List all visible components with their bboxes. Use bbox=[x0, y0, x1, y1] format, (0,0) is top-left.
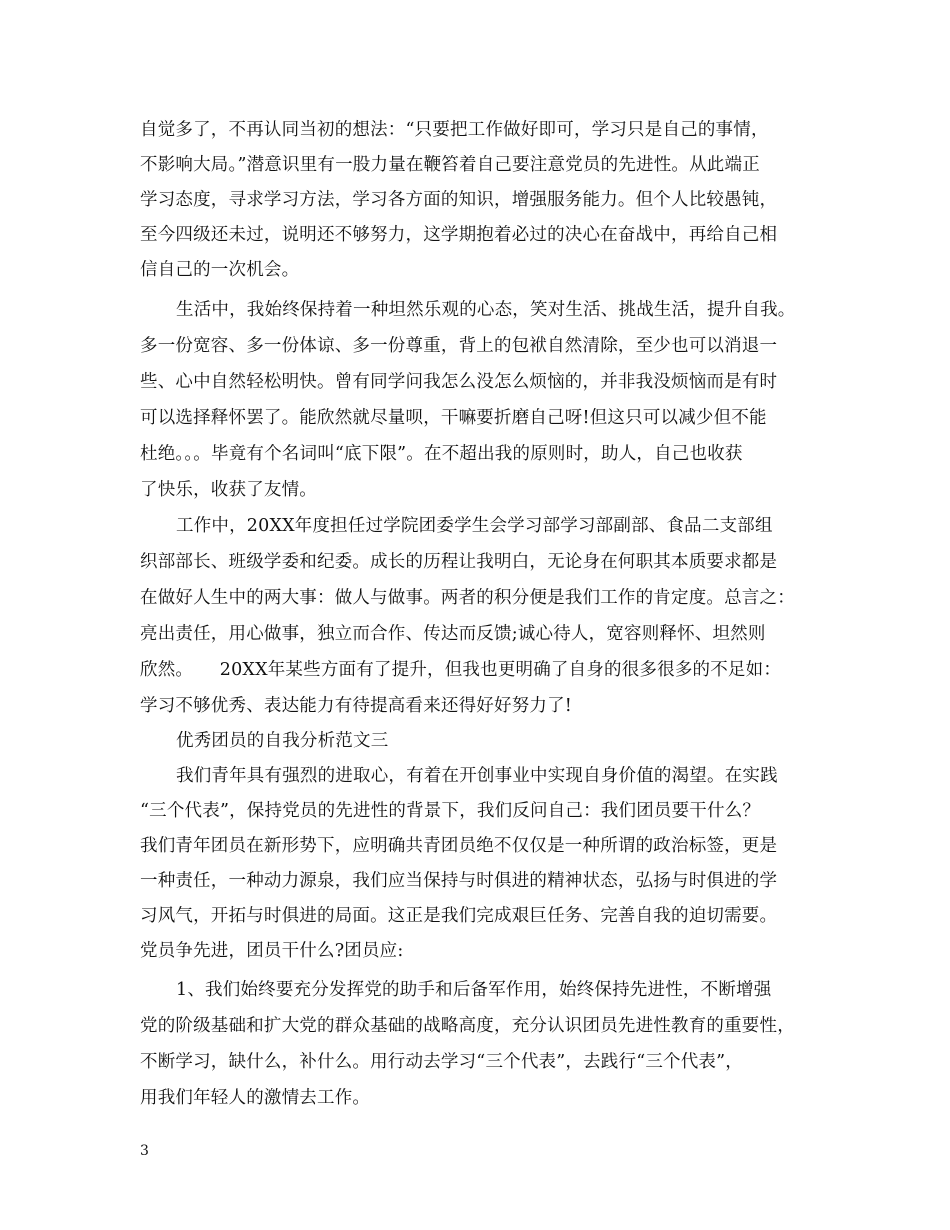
text-line: 织部部长、班级学委和纪委。成长的历程让我明白，无论身在何职其本质要求都是 bbox=[140, 552, 778, 572]
text-line: 信自己的一次机会。 bbox=[140, 260, 300, 280]
paragraph-start-line: 生活中，我始终保持着一种坦然乐观的心态，笑对生活、挑战生活，提升自我。 bbox=[176, 300, 796, 320]
section-heading: 优秀团员的自我分析范文三 bbox=[176, 731, 389, 751]
text-line: 自觉多了，不再认同当初的想法：“只要把工作做好即可，学习只是自己的事情， bbox=[140, 120, 769, 140]
paragraph-start-line: 1、我们始终要充分发挥党的助手和后备军作用，始终保持先进性，不断增强 bbox=[176, 980, 772, 1000]
text-line: 多一份宽容、多一份体谅、多一份尊重，背上的包袱自然清除，至少也可以消退一 bbox=[140, 336, 778, 356]
text-line: 欣然。 20XX年某些方面有了提升，但我也更明确了自身的很多很多的不足如： bbox=[140, 660, 782, 680]
text-line: 学习不够优秀、表达能力有待提高看来还得好好努力了! bbox=[140, 696, 573, 716]
text-line: 用我们年轻人的激情去工作。 bbox=[140, 1088, 371, 1108]
text-line: 杜绝。。。毕竟有个名词叫“底下限”。在不超出我的原则时，助人，自己也收获 bbox=[140, 444, 743, 464]
text-line: 党的阶级基础和扩大党的群众基础的战略高度，充分认识团员先进性教育的重要性， bbox=[140, 1016, 795, 1036]
text-line: 不影响大局。”潜意识里有一股力量在鞭笞着自己要注意党员的先进性。从此端正 bbox=[140, 155, 760, 175]
text-line: 党员争先进，团员干什么?团员应: bbox=[140, 941, 404, 961]
text-line: 至今四级还未过，说明还不够努力，这学期抱着必过的决心在奋战中，再给自己相 bbox=[140, 225, 778, 245]
text-line: 可以选择释怀罢了。能欣然就尽量呗，干嘛要折磨自己呀!但这只可以减少但不能 bbox=[140, 408, 767, 428]
paragraph-start-line: 工作中，20XX年度担任过学院团委学生会学习部学习部副部、食品二支部组 bbox=[176, 516, 773, 536]
paragraph-start-line: 我们青年具有强烈的进取心，有着在开创事业中实现自身价值的渴望。在实践 bbox=[176, 766, 778, 786]
text-line: 了快乐，收获了友情。 bbox=[140, 480, 317, 500]
text-line: 我们青年团员在新形势下，应明确共青团员绝不仅仅是一种所谓的政治标签，更是 bbox=[140, 836, 778, 856]
text-line: 在做好人生中的两大事：做人与做事。两者的积分便是我们工作的肯定度。总言之： bbox=[140, 588, 795, 608]
text-line: 习风气，开拓与时俱进的局面。这正是我们完成艰巨任务、完善自我的迫切需要。 bbox=[140, 906, 778, 926]
text-line: 学习态度，寻求学习方法，学习各方面的知识，增强服务能力。但个人比较愚钝， bbox=[140, 190, 778, 210]
text-line: 些、心中自然轻松明快。曾有同学问我怎么没怎么烦恼的，并非我没烦恼而是有时 bbox=[140, 372, 778, 392]
text-line: “三个代表”，保持党员的先进性的背景下，我们反问自己：我们团员要干什么？ bbox=[140, 801, 761, 821]
page-number: 3 bbox=[140, 1143, 149, 1159]
text-line: 一种责任，一种动力源泉，我们应当保持与时俱进的精神状态，弘扬与时俱进的学 bbox=[140, 871, 778, 891]
text-line: 不断学习，缺什么，补什么。用行动去学习“三个代表”，去践行“三个代表”， bbox=[140, 1052, 743, 1072]
text-line: 亮出责任，用心做事，独立而合作、传达而反馈;诚心待人，宽容则释怀、坦然则 bbox=[140, 624, 766, 644]
